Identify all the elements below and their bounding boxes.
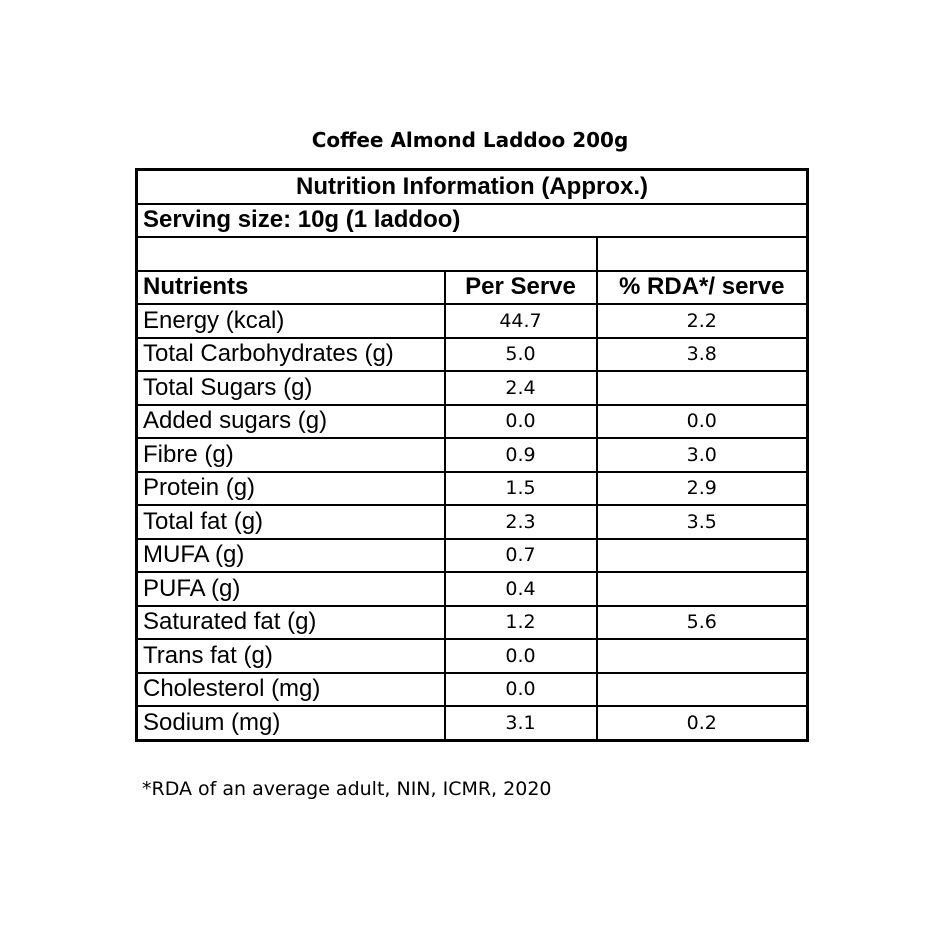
table-row [137, 706, 808, 740]
column-header-rda: % RDA*/ serve [597, 271, 808, 305]
per-serve-value: 1.5 [445, 472, 597, 506]
rda-value: 2.9 [597, 472, 808, 506]
nutrient-name: Total Sugars (g) [137, 371, 445, 405]
nutrient-name: Cholesterol (mg) [137, 673, 445, 707]
rda-value [597, 371, 808, 405]
nutrient-name: Fibre (g) [137, 438, 445, 472]
nutrient-name: PUFA (g) [137, 572, 445, 606]
column-header-nutrients: Nutrients [137, 271, 445, 305]
table-heading: Nutrition Information (Approx.) [137, 170, 808, 204]
per-serve-value: 3.1 [445, 706, 597, 740]
column-header-row [137, 271, 808, 305]
blank-cell [597, 237, 808, 271]
per-serve-value: 1.2 [445, 606, 597, 640]
serving-size: Serving size: 10g (1 laddoo) [137, 204, 808, 238]
serving-row [137, 204, 808, 238]
column-header-per-serve: Per Serve [445, 271, 597, 305]
rda-value: 2.2 [597, 304, 808, 338]
table-row [137, 304, 808, 338]
nutrient-name: Protein (g) [137, 472, 445, 506]
table-row [137, 539, 808, 573]
table-row [137, 572, 808, 606]
rda-value [597, 639, 808, 673]
per-serve-value: 0.7 [445, 539, 597, 573]
nutrient-name: Trans fat (g) [137, 639, 445, 673]
rda-value [597, 673, 808, 707]
per-serve-value: 44.7 [445, 304, 597, 338]
nutrient-name: Total Carbohydrates (g) [137, 338, 445, 372]
nutrition-table [135, 168, 809, 742]
table-row [137, 606, 808, 640]
per-serve-value: 2.4 [445, 371, 597, 405]
per-serve-value: 0.4 [445, 572, 597, 606]
nutrient-name: MUFA (g) [137, 539, 445, 573]
table-row [137, 639, 808, 673]
rda-value: 3.0 [597, 438, 808, 472]
per-serve-value: 0.9 [445, 438, 597, 472]
table-row [137, 505, 808, 539]
rda-value: 0.0 [597, 405, 808, 439]
heading-row [137, 170, 808, 204]
table-row [137, 472, 808, 506]
nutrient-name: Sodium (mg) [137, 706, 445, 740]
rda-value [597, 572, 808, 606]
rda-value: 3.8 [597, 338, 808, 372]
per-serve-value: 5.0 [445, 338, 597, 372]
blank-row [137, 237, 808, 271]
nutrient-name: Added sugars (g) [137, 405, 445, 439]
blank-cell [137, 237, 597, 271]
footnote: *RDA of an average adult, NIN, ICMR, 2020 [142, 778, 552, 800]
nutrient-name: Total fat (g) [137, 505, 445, 539]
rda-value: 0.2 [597, 706, 808, 740]
table-row [137, 673, 808, 707]
per-serve-value: 2.3 [445, 505, 597, 539]
nutrient-name: Energy (kcal) [137, 304, 445, 338]
product-title: Coffee Almond Laddoo 200g [311, 128, 629, 152]
rda-value: 5.6 [597, 606, 808, 640]
table-row [137, 438, 808, 472]
table-row [137, 405, 808, 439]
table-row [137, 338, 808, 372]
per-serve-value: 0.0 [445, 405, 597, 439]
rda-value [597, 539, 808, 573]
per-serve-value: 0.0 [445, 673, 597, 707]
table-row [137, 371, 808, 405]
per-serve-value: 0.0 [445, 639, 597, 673]
nutrient-name: Saturated fat (g) [137, 606, 445, 640]
rda-value: 3.5 [597, 505, 808, 539]
